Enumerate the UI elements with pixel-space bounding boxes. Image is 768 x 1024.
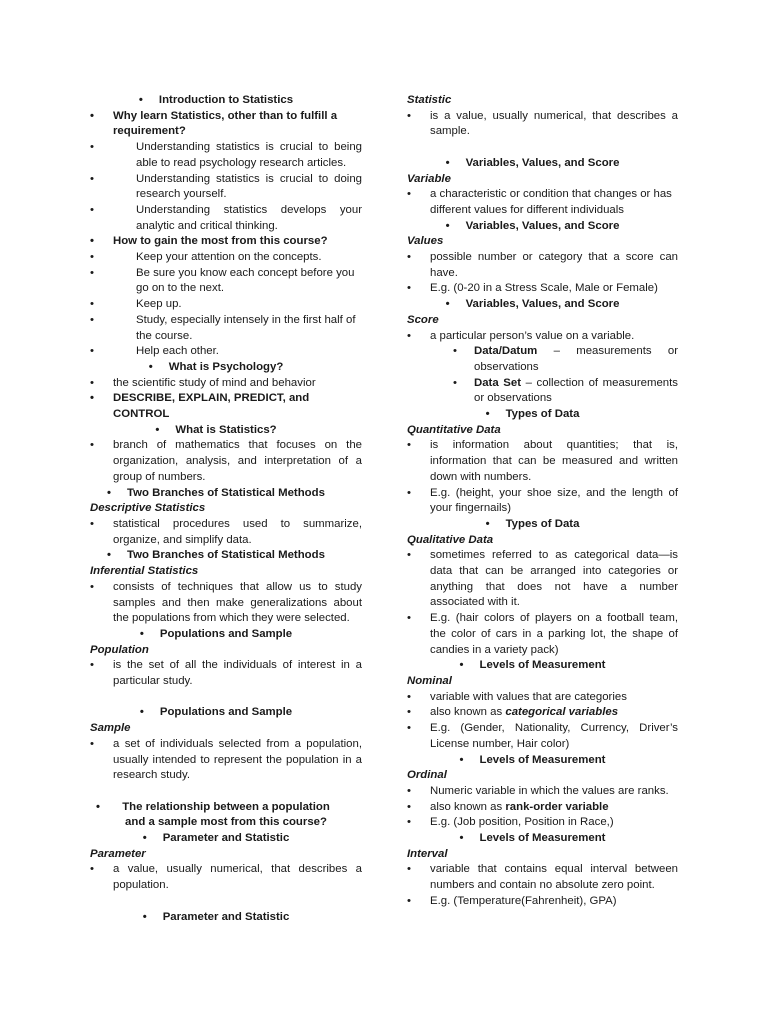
section-heading: [90, 423, 362, 439]
sub-definition: – collection of measurements or observations: [474, 376, 678, 405]
heading-text: • Populations and Sample: [160, 705, 292, 721]
spacer: [90, 690, 362, 706]
bullet-item: • a set of individuals selected from a population, usually intended to represent the population in a research study.: [90, 737, 362, 784]
bullet-item: • Understanding statistics is crucial to doing research yourself.: [90, 172, 362, 203]
section-heading: [90, 360, 362, 376]
bullet-item: • is the set of all the individuals of interest in a particular study.: [90, 658, 362, 689]
bullet-item: • possible number or category that a score can have.: [407, 250, 678, 281]
sub-definition: – measurements or observations: [474, 345, 678, 373]
heading-text: • Levels of Measurement: [480, 658, 606, 674]
section-heading: [90, 548, 362, 564]
sub-bullet-item: [407, 344, 678, 375]
term-heading: Parameter: [90, 847, 146, 860]
sub-term: Data/Datum: [474, 345, 538, 358]
heading-text: • Introduction to Statistics: [159, 93, 293, 109]
aka-term: categorical variables: [505, 706, 619, 719]
term-heading: Sample: [90, 722, 131, 735]
spacer: [90, 784, 362, 800]
aka-prefix: also known as: [430, 706, 506, 719]
term-heading: Variable: [407, 172, 451, 185]
bullet-item: • is information about quantities; that is, information that can be measured and written down with numbers.: [407, 438, 678, 485]
bullet-question: • Why learn Statistics, other than to fulfill a requirement?: [90, 109, 362, 140]
term-heading: Quantitative Data: [407, 423, 501, 436]
section-heading: [90, 627, 362, 643]
bullet-item: • E.g. (Gender, Nationality, Currency, Driver’s License number, Hair color): [407, 721, 678, 752]
spacer: [90, 894, 362, 910]
sub-bullet-item: [407, 376, 678, 407]
section-heading: [90, 910, 362, 926]
heading-text: • Levels of Measurement: [480, 831, 606, 847]
heading-text: • Variables, Values, and Score: [466, 156, 620, 172]
heading-text: • Levels of Measurement: [480, 753, 606, 769]
heading-text: • Types of Data: [506, 407, 580, 423]
term-heading: Qualitative Data: [407, 533, 494, 546]
bullet-item: • Be sure you know each concept before you go on to the next.: [90, 266, 362, 297]
term-heading: Nominal: [407, 675, 452, 687]
term-heading: Interval: [407, 847, 448, 860]
bullet-item: • the scientific study of mind and behavior: [90, 376, 362, 392]
bullet-item: • E.g. (hair colors of players on a football team, the color of cars in a parking lot, the shape of candies in a variety pack): [407, 611, 678, 658]
sub-term: Data Set: [474, 376, 521, 389]
bullet-question: • How to gain the most from this course?: [90, 234, 362, 250]
term-heading: Population: [90, 643, 149, 656]
section-heading: [407, 297, 678, 313]
section-heading: [407, 658, 678, 674]
heading-text: • Types of Data: [506, 517, 580, 533]
right-column: [407, 93, 678, 910]
bullet-item: • Study, especially intensely in the first half of the course.: [90, 313, 362, 344]
bullet-item: • E.g. (Job position, Position in Race,): [407, 815, 678, 831]
term-heading: Inferential Statistics: [90, 565, 199, 578]
bullet-item: • Keep up.: [90, 297, 362, 313]
left-column: [90, 93, 362, 925]
bullet-item: • is a value, usually numerical, that describes a sample.: [407, 109, 678, 140]
bullet-item: • E.g. (0-20 in a Stress Scale, Male or Female): [407, 281, 678, 297]
bullet-item: • consists of techniques that allow us to study samples and then make generalizations about the populations from which they were selected.: [90, 580, 362, 627]
bullet-item: • a value, usually numerical, that describes a population.: [90, 862, 362, 893]
term-heading: Score: [407, 313, 439, 326]
heading-text: • Variables, Values, and Score: [466, 219, 620, 235]
spacer: [407, 140, 678, 156]
section-heading: [407, 753, 678, 769]
bullet-item: • branch of mathematics that focuses on the organization, analysis, and interpretation of a group of numbers.: [90, 438, 362, 485]
bullet-item: • variable with values that are categories: [407, 690, 678, 706]
term-heading: Statistic: [407, 94, 452, 106]
section-heading: [90, 93, 362, 109]
bullet-item: • a particular person’s value on a variable.: [407, 329, 678, 345]
section-heading: [90, 486, 362, 502]
term-heading: Descriptive Statistics: [90, 502, 206, 515]
heading-text: • Two Branches of Statistical Methods: [127, 486, 325, 502]
term-heading: Values: [407, 235, 444, 248]
bullet-item: • statistical procedures used to summarize, organize, and simplify data.: [90, 517, 362, 548]
heading-text: • What is Statistics?: [175, 423, 276, 439]
aka-term: rank-order variable: [505, 800, 609, 813]
bullet-item: [407, 705, 678, 721]
term-heading: Ordinal: [407, 769, 447, 782]
heading-text: • Variables, Values, and Score: [466, 297, 620, 313]
section-heading: [407, 407, 678, 423]
bullet-item: • Understanding statistics is crucial to being able to read psychology research articles.: [90, 140, 362, 171]
section-heading: [90, 831, 362, 847]
bullet-item: • variable that contains equal interval between numbers and contain no absolute zero point.: [407, 862, 678, 893]
bullet-item: • a characteristic or condition that changes or has different values for different individuals: [407, 187, 678, 218]
bullet-item: • Numeric variable in which the values are ranks.: [407, 784, 678, 800]
heading-text: • Parameter and Statistic: [163, 831, 290, 847]
bullet-item: • Understanding statistics develops your analytic and critical thinking.: [90, 203, 362, 234]
section-heading: [407, 156, 678, 172]
bullet-item: • E.g. (height, your shoe size, and the length of your fingernails): [407, 486, 678, 517]
bullet-item: • E.g. (Temperature(Fahrenheit), GPA): [407, 894, 678, 910]
heading-text: • What is Psychology?: [169, 360, 284, 376]
heading-text: • The relationship between a population and a sample most from this course?: [116, 800, 336, 831]
aka-prefix: also known as: [430, 800, 506, 813]
section-heading: [90, 705, 362, 721]
section-heading: [407, 219, 678, 235]
bullet-item: • DESCRIBE, EXPLAIN, PREDICT, and CONTROL: [90, 391, 362, 422]
bullet-item: • Help each other.: [90, 344, 362, 360]
heading-text: • Two Branches of Statistical Methods: [127, 548, 325, 564]
heading-text: • Parameter and Statistic: [163, 910, 290, 926]
section-heading: [90, 800, 362, 831]
heading-text: • Populations and Sample: [160, 627, 292, 643]
bullet-item: [407, 800, 678, 816]
bullet-item: • sometimes referred to as categorical data—is data that can be arranged into categories or anything that does not have a number associated with it.: [407, 548, 678, 611]
bullet-item: • Keep your attention on the concepts.: [90, 250, 362, 266]
section-heading: [407, 831, 678, 847]
section-heading: [407, 517, 678, 533]
